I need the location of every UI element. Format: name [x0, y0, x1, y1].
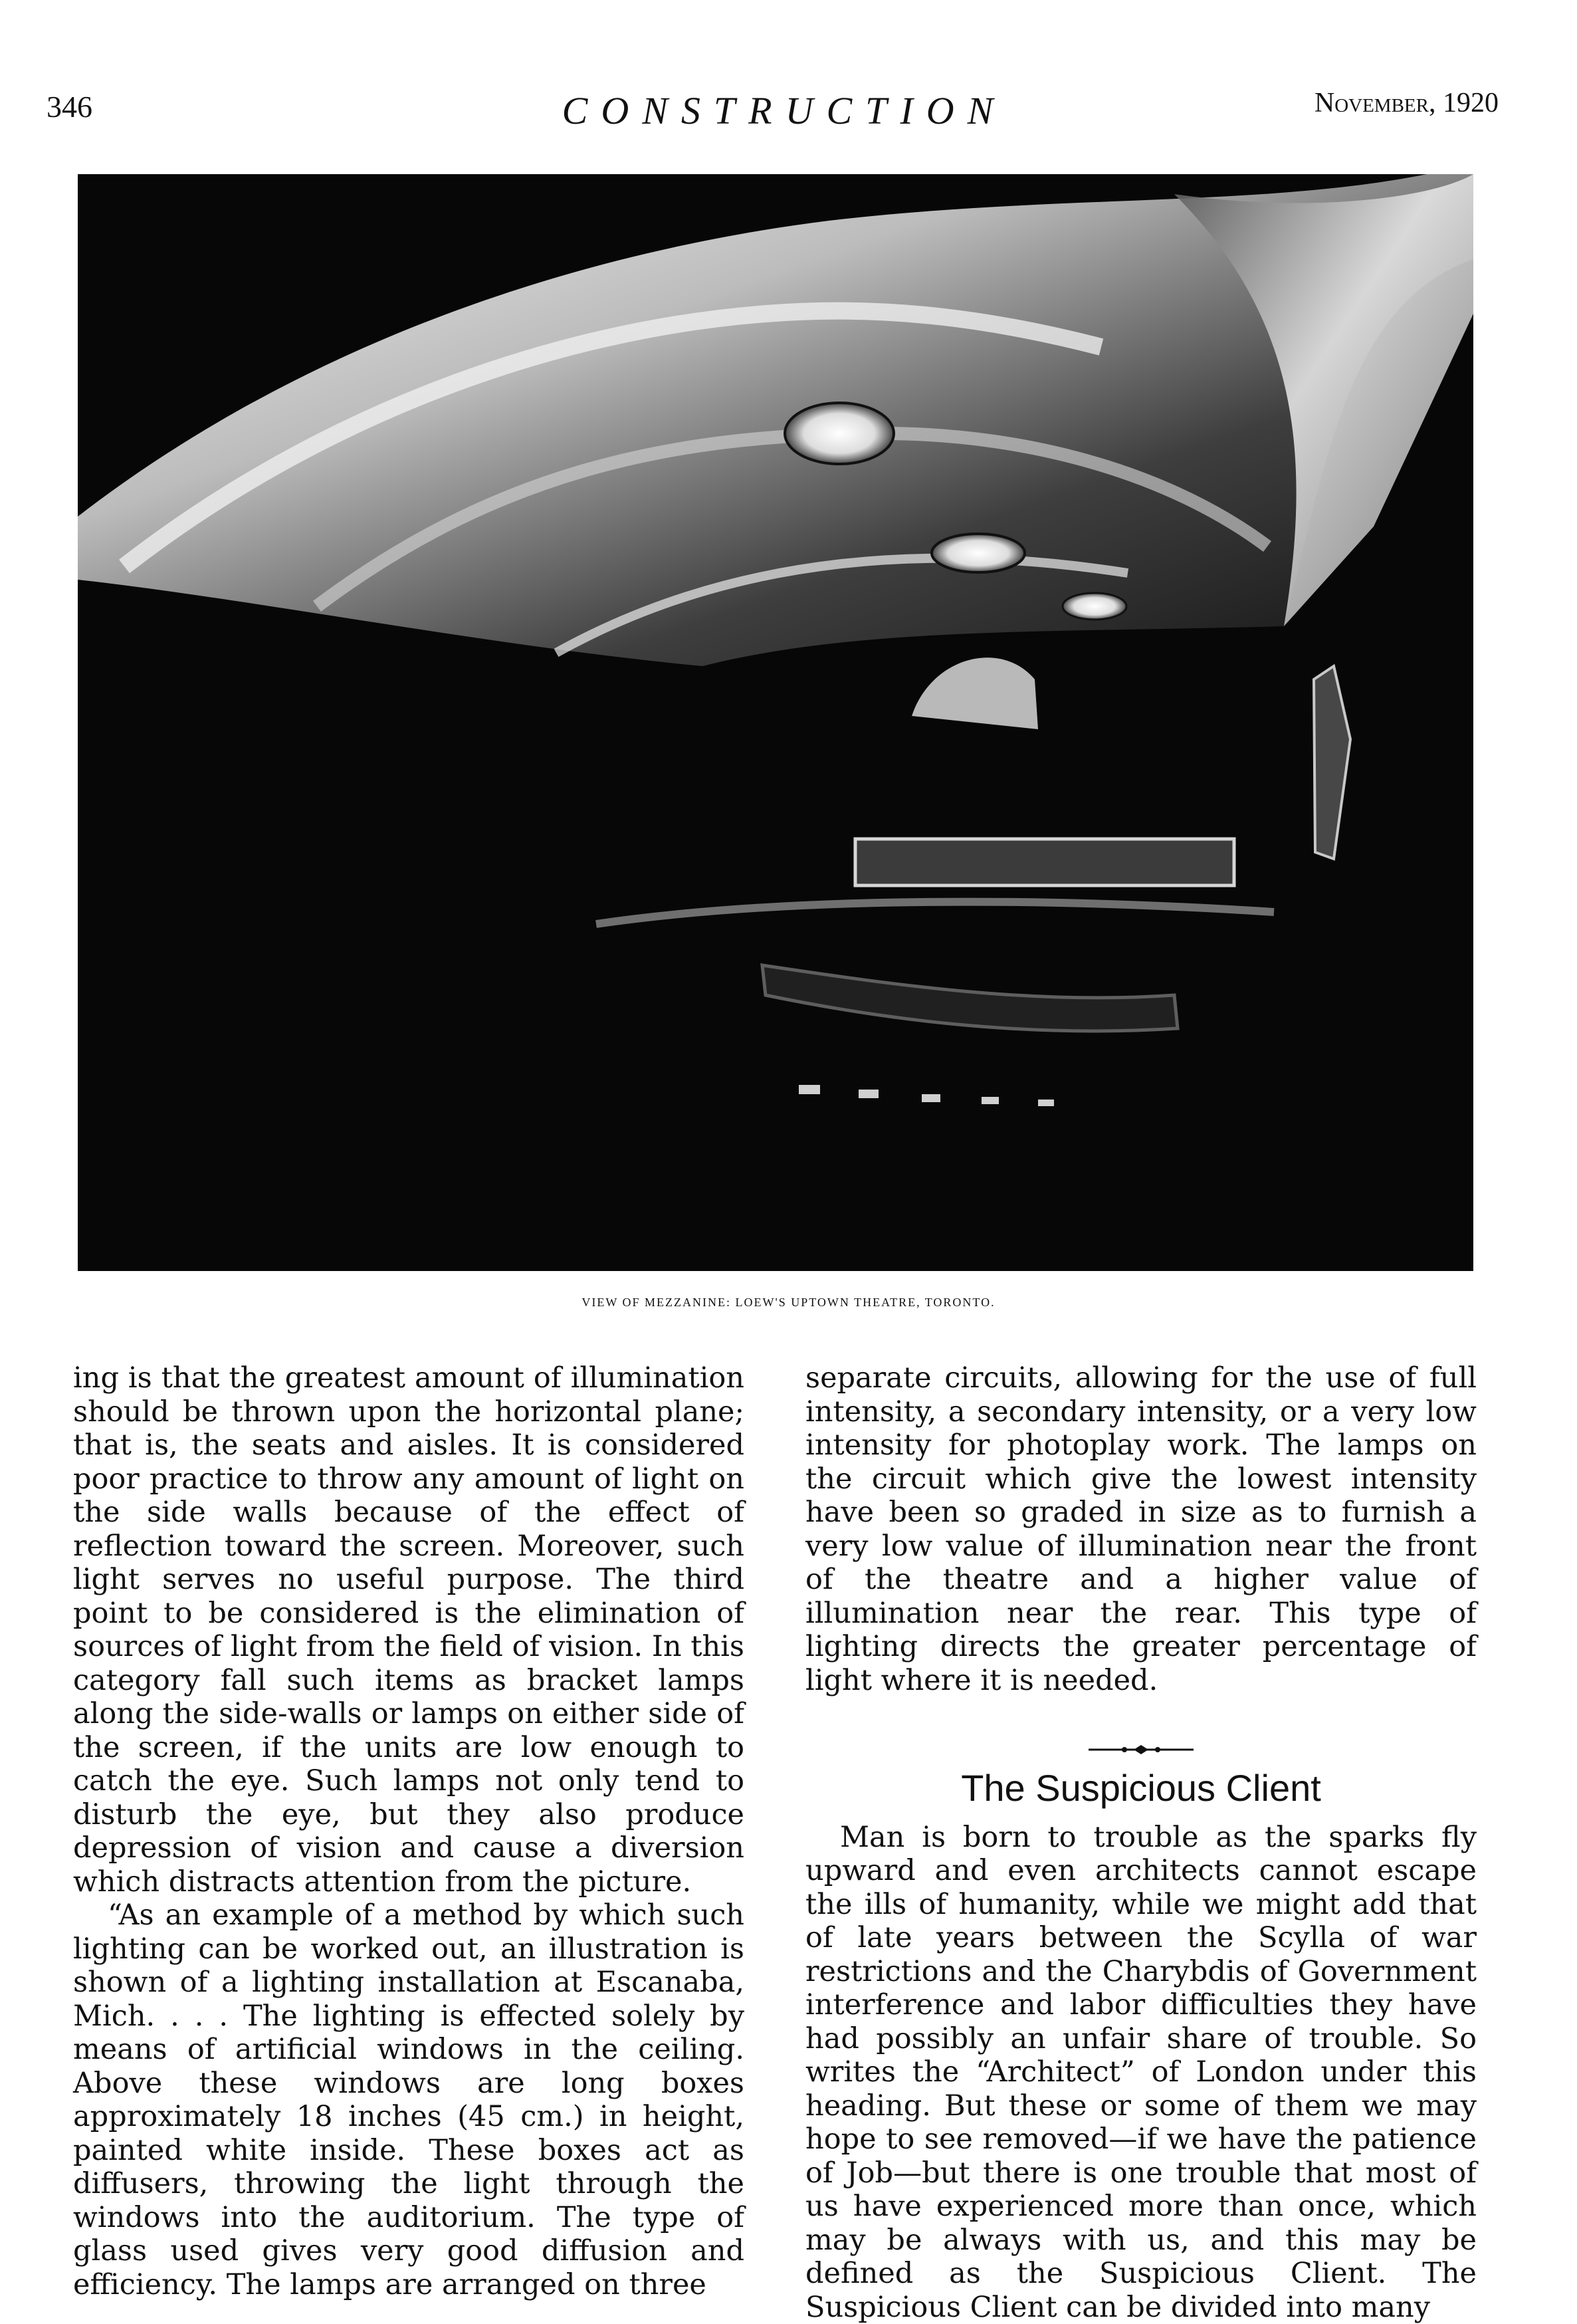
article-paragraph: “As an example of a method by which such lighting can be worked out, an illustration is shown of a lighting installation at Escanaba, Mich. . . . The lighting is effected solely by means of artificial windows in the ceiling. Above these windows are long boxes approximately 18 inches (45 cm.) in height, painted white inside. These boxes act as diffusers, throwing the light through the windows into the auditorium. The type of glass used gives very good diffusion and efficiency. The lamps are arranged on three	[73, 1899, 744, 2301]
ceiling-light-fixture	[932, 534, 1025, 572]
left-text-column	[73, 1361, 744, 2301]
page-number: 346	[47, 90, 92, 124]
article-paragraph: separate circuits, allowing for the use of full intensity, a secondary intensity, or a very low intensity for photoplay work. The lamps on the circuit which give the lowest intensity have been so graded in size as to furnish a very low value of illumination near the front of the theatre and a higher value of illumination near the rear. This type of lighting directs the greater percentage of light where it is needed.	[805, 1361, 1477, 1697]
article-paragraph: Man is born to trouble as the sparks fly upward and even architects cannot escape the ills of humanity, while we might add that of late years between the Scylla of war restrictions and the Charybdis of Government interference and labor difficulties they have had possibly an unfair share of trouble. So writes the “Architect” of London under this heading. But these or some of them we may hope to see removed—if we have the patience of Job—but there is one trouble that most of us have experienced more than once, which may be always with us, and this may be defined as the Suspicious Client. The Suspicious Client can be divided into many	[805, 1820, 1477, 2324]
mezzanine-photograph	[78, 174, 1473, 1271]
section-divider-ornament	[1089, 1744, 1194, 1756]
mezzanine-photo-illustration	[78, 174, 1473, 1271]
issue-date: November, 1920	[1314, 88, 1499, 118]
section-heading: The Suspicious Client	[961, 1767, 1321, 1809]
mezzanine-balustrade	[855, 839, 1234, 885]
ceiling-light-fixture	[785, 403, 894, 464]
ceiling-light-fixture	[1063, 593, 1126, 620]
right-text-column	[805, 1361, 1477, 2324]
article-paragraph: ing is that the greatest amount of illumination should be thrown upon the horizontal plane; that is, the seats and aisles. It is considered poor practice to throw any amount of light on the side walls because of the effect of reflection toward the screen. Moreover, such light serves no useful purpose. The third point to be considered is the elimination of sources of light from the field of vision. In this category fall such items as bracket lamps along the side-walls or lamps on either side of the screen, if the units are low enough to catch the eye. Such lamps not only tend to disturb the eye, but they also produce depression of vision and cause a diversion which distracts attention from the picture.	[73, 1361, 744, 1899]
figure-caption: VIEW OF MEZZANINE: LOEW'S UPTOWN THEATRE, TORONTO.	[581, 1296, 996, 1309]
journal-title: CONSTRUCTION	[562, 89, 1007, 132]
